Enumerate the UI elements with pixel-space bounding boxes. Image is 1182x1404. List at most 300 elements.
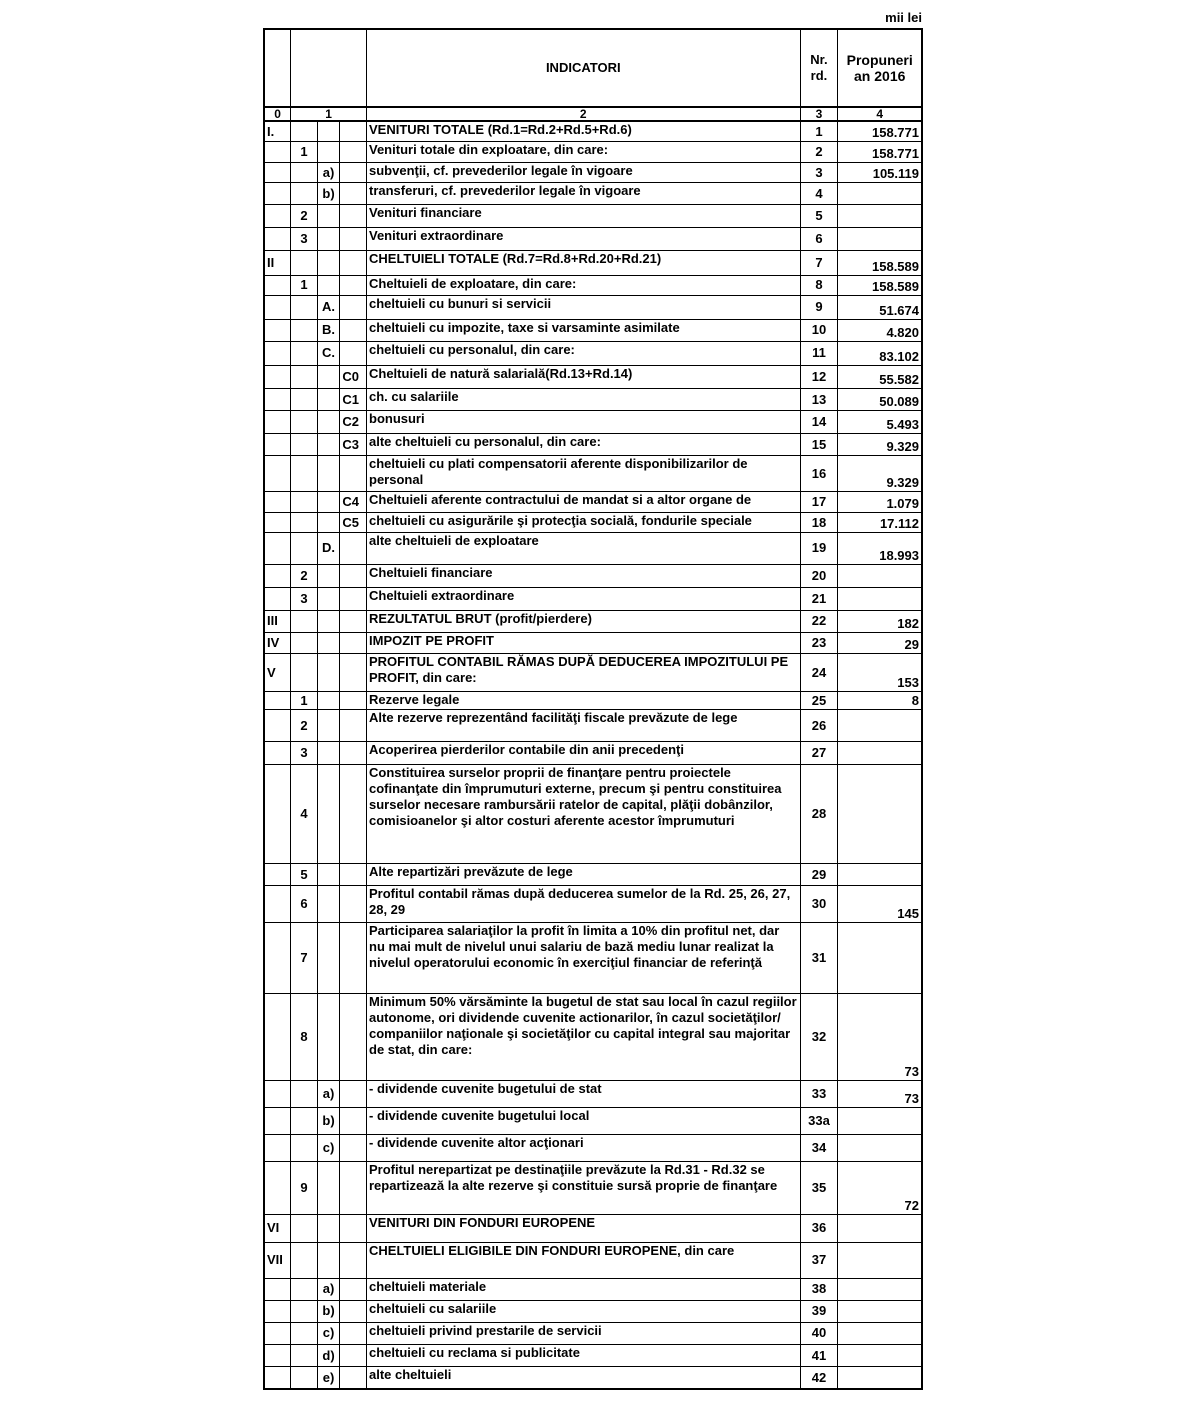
row-number: 38 xyxy=(800,1278,838,1300)
row-item-number xyxy=(291,295,318,319)
row-number: 19 xyxy=(800,532,838,564)
row-subitem-letter xyxy=(317,654,340,692)
row-subitem-letter xyxy=(317,742,340,764)
row-subitem-letter xyxy=(317,632,340,653)
table-row xyxy=(264,1300,922,1322)
row-value: 5.493 xyxy=(838,411,922,434)
row-item-number: 4 xyxy=(291,764,318,863)
row-subcode xyxy=(340,587,367,610)
row-subcode xyxy=(340,205,367,228)
row-section-code xyxy=(264,993,291,1080)
row-subcode: C4 xyxy=(340,492,367,513)
header-proposals: Propuneri an 2016 xyxy=(838,29,922,107)
row-value: 72 xyxy=(838,1162,922,1215)
row-value xyxy=(838,183,922,205)
row-item-number xyxy=(291,1107,318,1134)
row-number: 7 xyxy=(800,251,838,275)
table-row xyxy=(264,764,922,863)
row-value xyxy=(838,1242,922,1278)
column-index: 3 xyxy=(800,107,838,121)
row-item-number: 1 xyxy=(291,275,318,295)
row-indicator-label: Profitul nerepartizat pe destinaţiile prevăzute la Rd.31 - Rd.32 se repartizează la alte rezerve şi constituie sursă proprie de finanţare xyxy=(367,1162,801,1215)
row-section-code xyxy=(264,341,291,365)
row-subcode: C5 xyxy=(340,513,367,532)
row-number: 25 xyxy=(800,692,838,710)
row-subcode xyxy=(340,710,367,742)
row-subitem-letter xyxy=(317,1215,340,1242)
row-subitem-letter: a) xyxy=(317,1080,340,1107)
row-number: 5 xyxy=(800,205,838,228)
row-subcode xyxy=(340,886,367,923)
row-item-number: 3 xyxy=(291,228,318,251)
row-value xyxy=(838,1107,922,1134)
row-section-code xyxy=(264,492,291,513)
row-subitem-letter xyxy=(317,886,340,923)
row-subcode: C3 xyxy=(340,434,367,456)
row-item-number: 3 xyxy=(291,742,318,764)
row-subitem-letter xyxy=(317,564,340,587)
table-row xyxy=(264,1135,922,1162)
table-row xyxy=(264,1367,922,1389)
row-indicator-label: Minimum 50% vărsăminte la bugetul de stat sau local în cazul regiilor autonome, ori dividende cuvenite actionarilor, în cazul societăţilor/ companiilor naţionale şi societăţilor cu capital integral sau majoritar de stat, din care: xyxy=(367,993,801,1080)
row-item-number xyxy=(291,456,318,492)
row-subitem-letter: e) xyxy=(317,1367,340,1389)
row-section-code: V xyxy=(264,654,291,692)
row-number: 15 xyxy=(800,434,838,456)
row-subitem-letter xyxy=(317,228,340,251)
row-value xyxy=(838,1215,922,1242)
row-subitem-letter xyxy=(317,1242,340,1278)
row-number: 2 xyxy=(800,141,838,162)
row-section-code xyxy=(264,205,291,228)
row-subcode xyxy=(340,863,367,885)
row-section-code xyxy=(264,456,291,492)
row-value xyxy=(838,1367,922,1389)
row-number: 30 xyxy=(800,886,838,923)
row-section-code xyxy=(264,319,291,341)
row-number: 42 xyxy=(800,1367,838,1389)
row-value: 9.329 xyxy=(838,434,922,456)
row-subcode xyxy=(340,1080,367,1107)
row-section-code xyxy=(264,163,291,183)
table-row xyxy=(264,513,922,532)
row-section-code xyxy=(264,1080,291,1107)
row-indicator-label: REZULTATUL BRUT (profit/pierdere) xyxy=(367,610,801,632)
row-indicator-label: bonusuri xyxy=(367,411,801,434)
row-subitem-letter xyxy=(317,121,340,141)
row-number: 40 xyxy=(800,1322,838,1344)
row-subcode xyxy=(340,692,367,710)
row-subitem-letter xyxy=(317,610,340,632)
row-indicator-label: Cheltuieli de exploatare, din care: xyxy=(367,275,801,295)
row-subcode xyxy=(340,993,367,1080)
row-number: 27 xyxy=(800,742,838,764)
table-row xyxy=(264,692,922,710)
row-section-code: IV xyxy=(264,632,291,653)
row-number: 39 xyxy=(800,1300,838,1322)
row-item-number xyxy=(291,654,318,692)
row-section-code xyxy=(264,183,291,205)
row-item-number xyxy=(291,411,318,434)
row-section-code xyxy=(264,886,291,923)
row-item-number: 1 xyxy=(291,692,318,710)
row-number: 3 xyxy=(800,163,838,183)
row-item-number xyxy=(291,183,318,205)
row-item-number xyxy=(291,251,318,275)
row-indicator-label: Venituri extraordinare xyxy=(367,228,801,251)
row-subitem-letter: A. xyxy=(317,295,340,319)
row-value xyxy=(838,742,922,764)
row-indicator-label: alte cheltuieli de exploatare xyxy=(367,532,801,564)
row-item-number xyxy=(291,513,318,532)
row-section-code xyxy=(264,863,291,885)
row-subitem-letter xyxy=(317,710,340,742)
row-item-number xyxy=(291,341,318,365)
row-number: 26 xyxy=(800,710,838,742)
row-section-code xyxy=(264,710,291,742)
row-item-number: 2 xyxy=(291,710,318,742)
row-subitem-letter xyxy=(317,251,340,275)
row-section-code xyxy=(264,1367,291,1389)
row-item-number xyxy=(291,1367,318,1389)
row-indicator-label: CHELTUIELI TOTALE (Rd.7=Rd.8+Rd.20+Rd.21) xyxy=(367,251,801,275)
row-item-number: 2 xyxy=(291,205,318,228)
row-value: 153 xyxy=(838,654,922,692)
table-row xyxy=(264,1344,922,1366)
row-section-code xyxy=(264,388,291,410)
table-row xyxy=(264,183,922,205)
row-item-number xyxy=(291,1135,318,1162)
row-number: 29 xyxy=(800,863,838,885)
row-value: 8 xyxy=(838,692,922,710)
row-number: 1 xyxy=(800,121,838,141)
row-subitem-letter xyxy=(317,205,340,228)
row-value xyxy=(838,1322,922,1344)
row-number: 33 xyxy=(800,1080,838,1107)
header-row xyxy=(264,29,922,107)
row-section-code xyxy=(264,692,291,710)
row-subcode xyxy=(340,141,367,162)
row-value xyxy=(838,1135,922,1162)
row-subitem-letter: b) xyxy=(317,183,340,205)
row-number: 6 xyxy=(800,228,838,251)
column-index: 1 xyxy=(291,107,367,121)
table-row xyxy=(264,205,922,228)
row-subcode xyxy=(340,610,367,632)
budget-table-container xyxy=(263,28,923,1390)
row-item-number: 9 xyxy=(291,1162,318,1215)
row-item-number: 6 xyxy=(291,886,318,923)
table-row xyxy=(264,993,922,1080)
row-item-number xyxy=(291,532,318,564)
row-value xyxy=(838,1300,922,1322)
row-value: 17.112 xyxy=(838,513,922,532)
row-subcode xyxy=(340,1135,367,1162)
column-index-row xyxy=(264,107,922,121)
row-subcode xyxy=(340,456,367,492)
header-indicators: INDICATORI xyxy=(367,29,801,107)
row-number: 14 xyxy=(800,411,838,434)
column-index: 0 xyxy=(264,107,291,121)
row-value xyxy=(838,564,922,587)
table-row xyxy=(264,411,922,434)
row-item-number: 7 xyxy=(291,923,318,993)
row-indicator-label: Rezerve legale xyxy=(367,692,801,710)
table-row xyxy=(264,341,922,365)
row-item-number xyxy=(291,1215,318,1242)
row-subitem-letter xyxy=(317,434,340,456)
row-indicator-label: Cheltuieli financiare xyxy=(367,564,801,587)
row-item-number: 5 xyxy=(291,863,318,885)
row-section-code xyxy=(264,923,291,993)
table-row xyxy=(264,610,922,632)
table-row xyxy=(264,532,922,564)
row-item-number: 2 xyxy=(291,564,318,587)
row-indicator-label: transferuri, cf. prevederilor legale în vigoare xyxy=(367,183,801,205)
table-row xyxy=(264,710,922,742)
row-item-number xyxy=(291,319,318,341)
row-number: 17 xyxy=(800,492,838,513)
row-subitem-letter: c) xyxy=(317,1135,340,1162)
row-subcode: C0 xyxy=(340,365,367,388)
row-subitem-letter: b) xyxy=(317,1300,340,1322)
table-row xyxy=(264,886,922,923)
row-subitem-letter xyxy=(317,141,340,162)
row-value xyxy=(838,710,922,742)
row-section-code xyxy=(264,1135,291,1162)
row-indicator-label: VENITURI DIN FONDURI EUROPENE xyxy=(367,1215,801,1242)
row-indicator-label: alte cheltuieli cu personalul, din care: xyxy=(367,434,801,456)
row-subitem-letter: a) xyxy=(317,1278,340,1300)
row-subitem-letter xyxy=(317,692,340,710)
row-subcode xyxy=(340,1322,367,1344)
row-number: 20 xyxy=(800,564,838,587)
row-number: 41 xyxy=(800,1344,838,1366)
row-indicator-label: cheltuieli cu asigurările şi protecţia socială, fondurile speciale xyxy=(367,513,801,532)
row-subitem-letter: C. xyxy=(317,341,340,365)
row-section-code: III xyxy=(264,610,291,632)
row-value: 158.589 xyxy=(838,251,922,275)
row-subitem-letter: D. xyxy=(317,532,340,564)
row-indicator-label: - dividende cuvenite bugetului local xyxy=(367,1107,801,1134)
row-number: 23 xyxy=(800,632,838,653)
row-indicator-label: PROFITUL CONTABIL RĂMAS DUPĂ DEDUCEREA IMPOZITULUI PE PROFIT, din care: xyxy=(367,654,801,692)
row-subcode xyxy=(340,319,367,341)
row-section-code: II xyxy=(264,251,291,275)
row-subitem-letter xyxy=(317,388,340,410)
table-row xyxy=(264,1080,922,1107)
row-subcode xyxy=(340,742,367,764)
table-row xyxy=(264,1278,922,1300)
row-indicator-label: cheltuieli cu bunuri si servicii xyxy=(367,295,801,319)
row-indicator-label: ch. cu salariile xyxy=(367,388,801,410)
row-section-code: VII xyxy=(264,1242,291,1278)
row-subitem-letter xyxy=(317,492,340,513)
row-subcode xyxy=(340,632,367,653)
row-number: 18 xyxy=(800,513,838,532)
row-value: 73 xyxy=(838,1080,922,1107)
table-row xyxy=(264,275,922,295)
row-indicator-label: Alte repartizări prevăzute de lege xyxy=(367,863,801,885)
row-number: 35 xyxy=(800,1162,838,1215)
row-section-code xyxy=(264,1322,291,1344)
row-section-code xyxy=(264,564,291,587)
row-subitem-letter xyxy=(317,513,340,532)
column-index: 2 xyxy=(367,107,801,121)
row-value: 18.993 xyxy=(838,532,922,564)
row-subitem-letter: a) xyxy=(317,163,340,183)
row-subcode xyxy=(340,923,367,993)
row-indicator-label: Cheltuieli extraordinare xyxy=(367,587,801,610)
table-row xyxy=(264,923,922,993)
row-item-number xyxy=(291,610,318,632)
row-section-code: I. xyxy=(264,121,291,141)
table-row xyxy=(264,121,922,141)
row-indicator-label: Constituirea surselor proprii de finanţare pentru proiectele cofinanţate din împrumuturi externe, precum şi pentru constituirea surselor necesare rambursării ratelor de capital, plăţii dobânzilor, comisioanelor şi altor costuri aferente acestor împrumuturi xyxy=(367,764,801,863)
row-subcode xyxy=(340,564,367,587)
row-subcode: C2 xyxy=(340,411,367,434)
row-value: 1.079 xyxy=(838,492,922,513)
row-item-number xyxy=(291,163,318,183)
unit-label: mii lei xyxy=(885,10,922,25)
row-value: 73 xyxy=(838,993,922,1080)
row-indicator-label: cheltuieli privind prestarile de servicii xyxy=(367,1322,801,1344)
header-blank-1 xyxy=(291,29,367,107)
row-section-code xyxy=(264,1107,291,1134)
row-indicator-label: Cheltuieli de natură salarială(Rd.13+Rd.14) xyxy=(367,365,801,388)
row-indicator-label: Alte rezerve reprezentând facilităţi fiscale prevăzute de lege xyxy=(367,710,801,742)
row-subcode xyxy=(340,163,367,183)
table-row xyxy=(264,1322,922,1344)
row-subitem-letter xyxy=(317,863,340,885)
row-value xyxy=(838,1344,922,1366)
row-section-code xyxy=(264,1278,291,1300)
row-number: 32 xyxy=(800,993,838,1080)
table-row xyxy=(264,295,922,319)
row-section-code xyxy=(264,365,291,388)
row-number: 34 xyxy=(800,1135,838,1162)
row-indicator-label: cheltuieli cu personalul, din care: xyxy=(367,341,801,365)
row-section-code xyxy=(264,295,291,319)
row-item-number xyxy=(291,434,318,456)
row-section-code xyxy=(264,513,291,532)
row-value: 158.589 xyxy=(838,275,922,295)
row-number: 8 xyxy=(800,275,838,295)
row-item-number xyxy=(291,1300,318,1322)
row-item-number xyxy=(291,388,318,410)
row-value: 83.102 xyxy=(838,341,922,365)
row-section-code xyxy=(264,434,291,456)
table-row xyxy=(264,163,922,183)
row-value xyxy=(838,863,922,885)
row-section-code xyxy=(264,411,291,434)
row-item-number xyxy=(291,1344,318,1366)
row-subcode xyxy=(340,183,367,205)
row-subcode xyxy=(340,1215,367,1242)
row-value xyxy=(838,764,922,863)
row-section-code xyxy=(264,1162,291,1215)
row-number: 21 xyxy=(800,587,838,610)
row-indicator-label: - dividende cuvenite bugetului de stat xyxy=(367,1080,801,1107)
row-number: 13 xyxy=(800,388,838,410)
row-indicator-label: Profitul contabil rămas după deducerea sumelor de la Rd. 25, 26, 27, 28, 29 xyxy=(367,886,801,923)
row-value xyxy=(838,587,922,610)
budget-table xyxy=(263,28,923,1390)
row-item-number: 8 xyxy=(291,993,318,1080)
row-indicator-label: cheltuieli cu impozite, taxe si varsaminte asimilate xyxy=(367,319,801,341)
row-indicator-label: cheltuieli cu plati compensatorii aferente disponibilizarilor de personal xyxy=(367,456,801,492)
row-subcode xyxy=(340,1107,367,1134)
row-subitem-letter xyxy=(317,275,340,295)
row-indicator-label: subvenţii, cf. prevederilor legale în vigoare xyxy=(367,163,801,183)
row-item-number xyxy=(291,121,318,141)
row-item-number xyxy=(291,1242,318,1278)
table-row xyxy=(264,365,922,388)
row-number: 10 xyxy=(800,319,838,341)
row-value: 182 xyxy=(838,610,922,632)
row-subitem-letter xyxy=(317,411,340,434)
row-subcode xyxy=(340,654,367,692)
row-indicator-label: Venituri financiare xyxy=(367,205,801,228)
row-subcode xyxy=(340,1162,367,1215)
row-item-number: 1 xyxy=(291,141,318,162)
row-number: 36 xyxy=(800,1215,838,1242)
table-row xyxy=(264,251,922,275)
table-row xyxy=(264,492,922,513)
row-number: 16 xyxy=(800,456,838,492)
table-row xyxy=(264,1162,922,1215)
table-row xyxy=(264,654,922,692)
row-subitem-letter xyxy=(317,587,340,610)
row-indicator-label: Venituri totale din exploatare, din care: xyxy=(367,141,801,162)
table-row xyxy=(264,742,922,764)
row-value: 158.771 xyxy=(838,121,922,141)
row-value xyxy=(838,228,922,251)
row-indicator-label: IMPOZIT PE PROFIT xyxy=(367,632,801,653)
table-row xyxy=(264,434,922,456)
row-subcode xyxy=(340,1242,367,1278)
row-section-code xyxy=(264,228,291,251)
row-indicator-label: - dividende cuvenite altor acţionari xyxy=(367,1135,801,1162)
row-subitem-letter xyxy=(317,1162,340,1215)
row-indicator-label: CHELTUIELI ELIGIBILE DIN FONDURI EUROPENE, din care xyxy=(367,1242,801,1278)
table-row xyxy=(264,456,922,492)
row-number: 37 xyxy=(800,1242,838,1278)
row-subcode xyxy=(340,1367,367,1389)
row-indicator-label: Participarea salariaţilor la profit în limita a 10% din profitul net, dar nu mai mult de nivelul unui salariu de bază mediu lunar realizat la nivelul operatorului economic în exerciţiul financiar de referinţă xyxy=(367,923,801,993)
row-section-code xyxy=(264,141,291,162)
table-row xyxy=(264,228,922,251)
row-section-code xyxy=(264,1344,291,1366)
row-item-number xyxy=(291,1278,318,1300)
row-number: 24 xyxy=(800,654,838,692)
row-subcode xyxy=(340,764,367,863)
row-value: 51.674 xyxy=(838,295,922,319)
row-indicator-label: VENITURI TOTALE (Rd.1=Rd.2+Rd.5+Rd.6) xyxy=(367,121,801,141)
row-value: 29 xyxy=(838,632,922,653)
row-value: 158.771 xyxy=(838,141,922,162)
row-subitem-letter: b) xyxy=(317,1107,340,1134)
row-item-number: 3 xyxy=(291,587,318,610)
row-subcode xyxy=(340,341,367,365)
row-subcode xyxy=(340,1278,367,1300)
row-subcode xyxy=(340,1300,367,1322)
row-section-code xyxy=(264,764,291,863)
row-indicator-label: alte cheltuieli xyxy=(367,1367,801,1389)
row-section-code xyxy=(264,532,291,564)
row-subitem-letter xyxy=(317,365,340,388)
row-value: 4.820 xyxy=(838,319,922,341)
